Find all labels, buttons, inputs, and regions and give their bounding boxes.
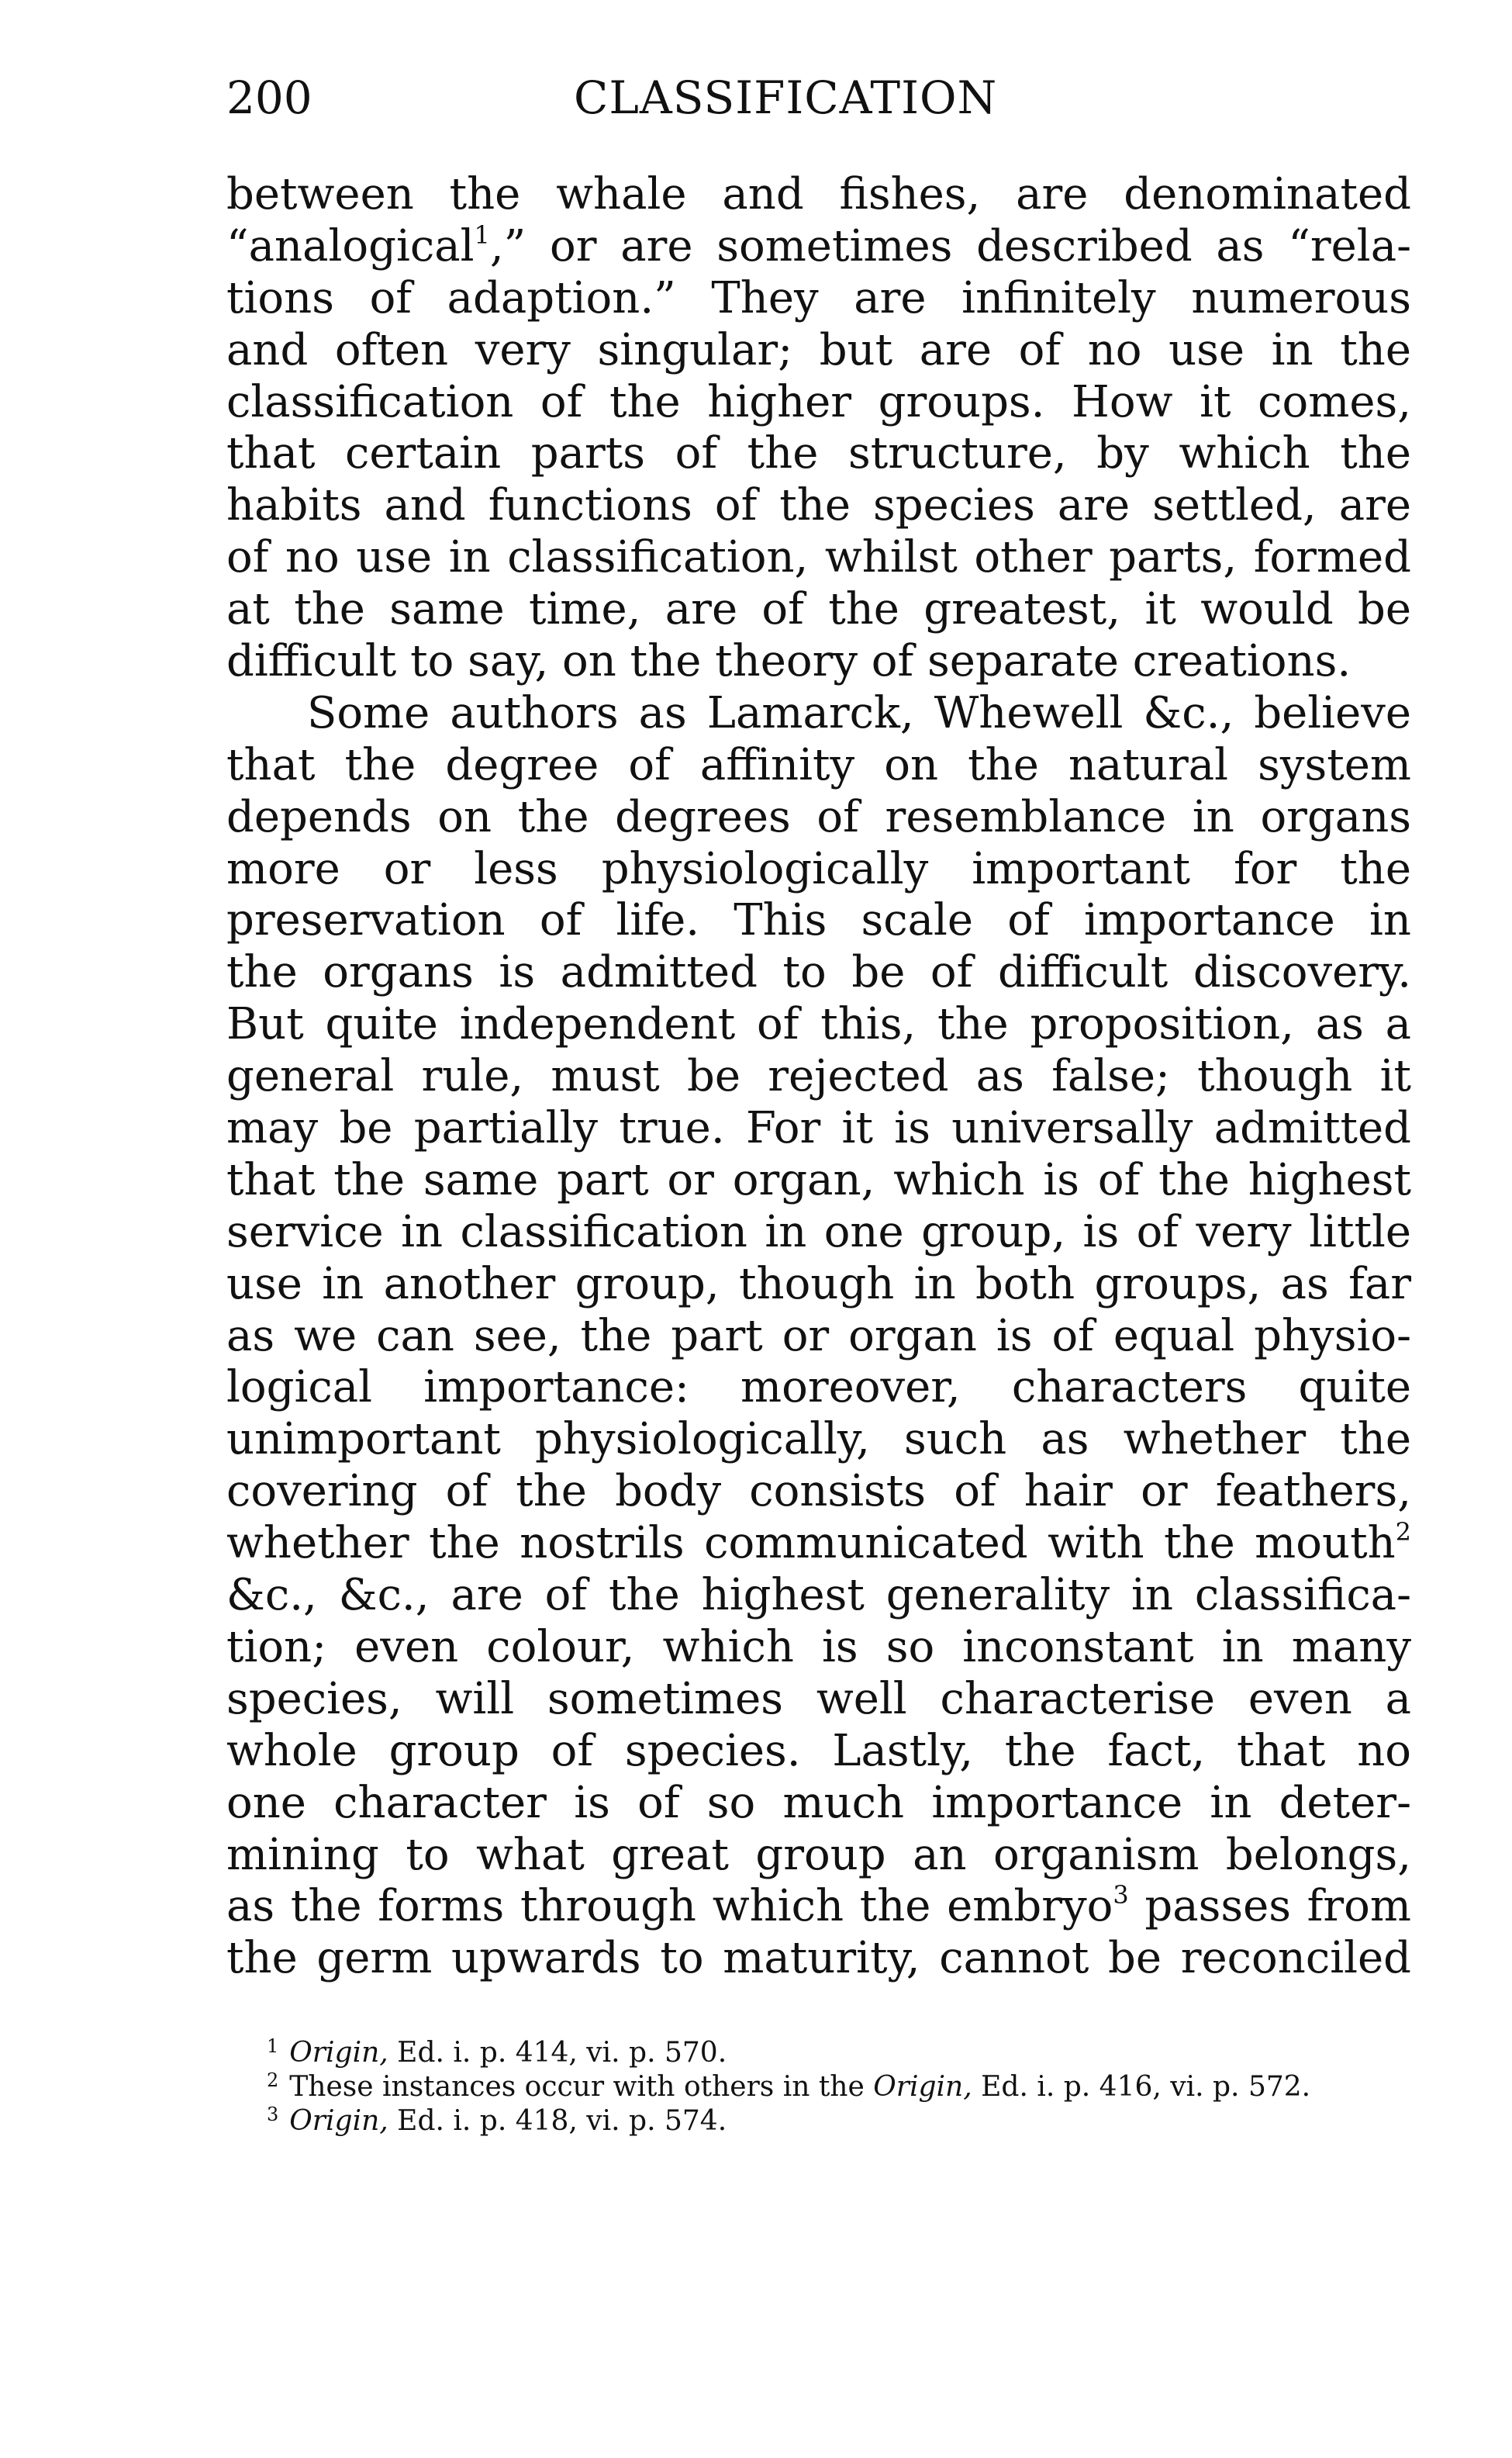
text-line: between the whale and fishes, are denominated	[226, 169, 1411, 220]
text-line: Some authors as Lamarck, Whewell &c., believe	[307, 687, 1411, 738]
text-line: and often very singular; but are of no use in the	[226, 324, 1411, 375]
text-line: that certain parts of the structure, by which the	[226, 428, 1411, 479]
page-number: 200	[226, 71, 312, 124]
text-line: logical importance: moreover, characters quite	[226, 1362, 1411, 1413]
text-line: unimportant physiologically, such as whether the	[226, 1414, 1411, 1465]
text-line: “analogical$^1$,” or are sometimes described as “rela-	[226, 220, 1411, 271]
text-line: at the same time, are of the greatest, it would be	[226, 584, 1411, 635]
body-text	[226, 169, 1411, 1985]
text-line: species, will sometimes well characterise even a	[226, 1673, 1411, 1724]
footnote-ref-3: 3	[1113, 1880, 1129, 1910]
footnote-1: $^1$ Origin, Ed. i. p. 414, vi. p. 570.	[267, 2035, 727, 2069]
text-line: &c., &c., are of the highest generality in classifica-	[226, 1570, 1411, 1621]
text-line: classification of the higher groups. How it comes,	[226, 376, 1411, 427]
text-line: that the degree of affinity on the natural system	[226, 739, 1411, 790]
footnote-2: $^2$ These instances occur with others in the Origin, Ed. i. p. 416, vi. p. 572.	[267, 2069, 1311, 2103]
text-line: one character is of so much importance in deter-	[226, 1777, 1411, 1828]
text-line: as the forms through which the embryo$^3$ passes from	[226, 1880, 1411, 1932]
text-line: mining to what great group an organism belongs,	[226, 1829, 1411, 1880]
text-line: of no use in classification, whilst other parts, formed	[226, 532, 1411, 583]
text-line: the organs is admitted to be of difficult discovery.	[226, 947, 1411, 998]
text-line: covering of the body consists of hair or feathers,	[226, 1466, 1411, 1517]
text-line: more or less physiologically important for the	[226, 843, 1411, 894]
text-line: preservation of life. This scale of importance in	[226, 895, 1411, 946]
text-line: use in another group, though in both groups, as far	[226, 1258, 1411, 1309]
text-line: may be partially true. For it is universally admitted	[226, 1103, 1411, 1154]
text-line: whole group of species. Lastly, the fact, that no	[226, 1725, 1411, 1776]
footnotes	[226, 2036, 1411, 2138]
text-line: as we can see, the part or organ is of equal physio-	[226, 1310, 1411, 1361]
text-line: whether the nostrils communicated with the mouth$^2$	[226, 1517, 1411, 1569]
text-line: depends on the degrees of resemblance in organs	[226, 791, 1411, 842]
running-header	[226, 67, 1411, 129]
text-line: tion; even colour, which is so inconstant in many	[226, 1621, 1411, 1672]
text-line: difficult to say, on the theory of separate creations.	[226, 636, 1351, 687]
text-line: the germ upwards to maturity, cannot be reconciled	[226, 1933, 1411, 1984]
footnote-ref-2: 2	[1395, 1517, 1411, 1547]
text-line: that the same part or organ, which is of the highest	[226, 1154, 1411, 1205]
text-line: tions of adaption.” They are infinitely numerous	[226, 272, 1411, 323]
text-line: habits and functions of the species are settled, are	[226, 480, 1411, 531]
text-line: service in classification in one group, is of very little	[226, 1206, 1411, 1257]
text-line: general rule, must be rejected as false; though it	[226, 1051, 1411, 1102]
running-head-title: CLASSIFICATION	[574, 71, 998, 124]
footnote-3: $^3$ Origin, Ed. i. p. 418, vi. p. 574.	[267, 2104, 727, 2137]
text-line: But quite independent of this, the proposition, as a	[226, 999, 1411, 1050]
footnote-ref-1: 1	[474, 220, 490, 250]
